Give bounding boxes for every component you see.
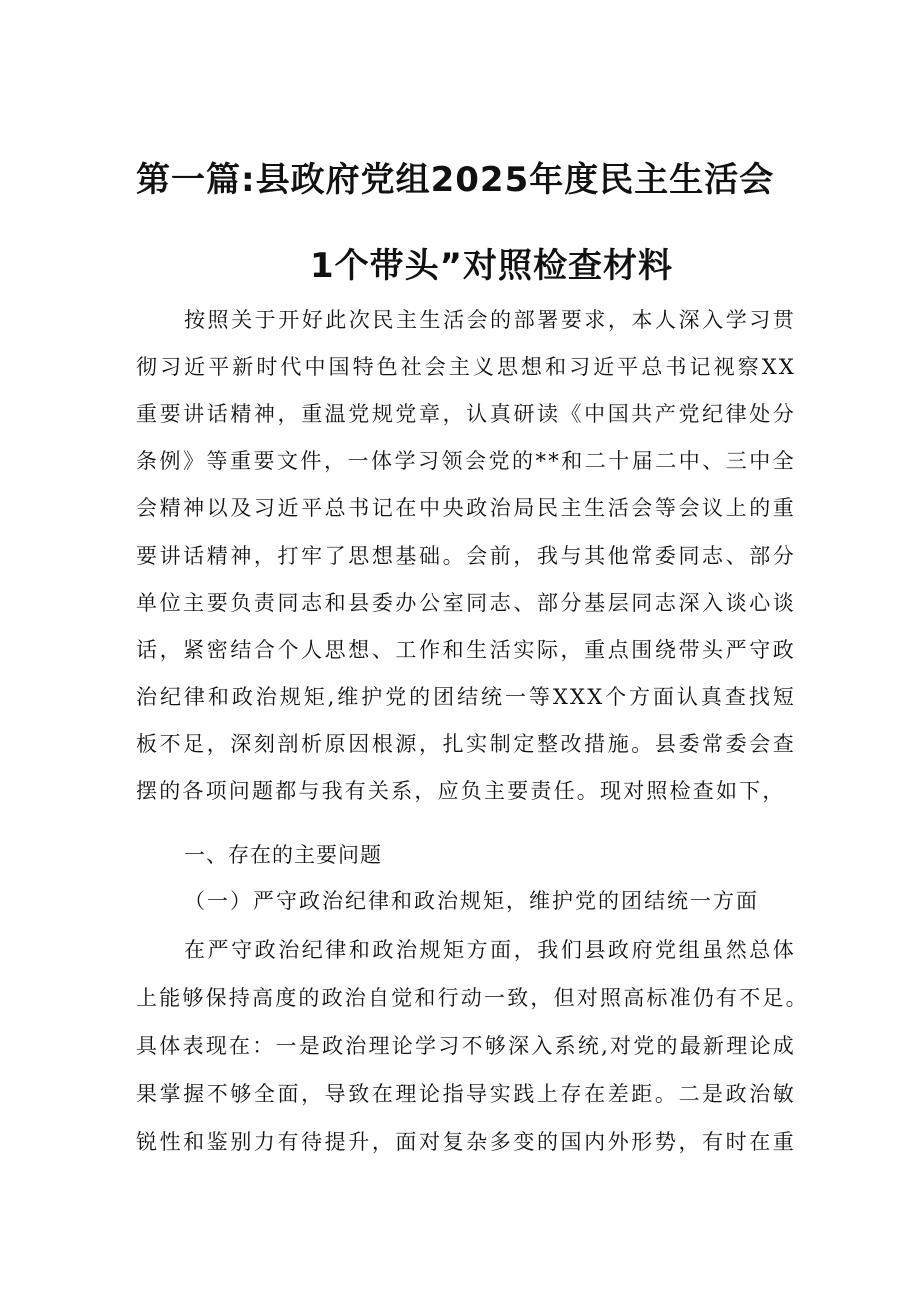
section-heading: 一、存在的主要问题 — [184, 843, 382, 867]
body-paragraph-line: 具体表现在：一是政治理论学习不够深入系统,对党的最新理论成 — [136, 1034, 796, 1058]
intro-paragraph-line: 彻习近平新时代中国特色社会主义思想和习近平总书记视察XX — [136, 355, 796, 379]
body-paragraph-line: 上能够保持高度的政治自觉和行动一致，但对照高标准仍有不足。 — [136, 986, 809, 1010]
document-title-line-2: 1个带头”对照检查材料 — [310, 246, 674, 286]
body-paragraph-line: 在严守政治纪律和政治规矩方面，我们县政府党组虽然总体 — [184, 938, 796, 962]
body-paragraph-line: 果掌握不够全面，导致在理论指导实践上存在差距。二是政治敏 — [136, 1082, 796, 1106]
intro-paragraph-line: 条例》等重要文件，一体学习领会党的**和二十届二中、三中全 — [136, 449, 796, 473]
intro-paragraph-line: 按照关于开好此次民主生活会的部署要求，本人深入学习贯 — [184, 308, 796, 332]
intro-paragraph-line: 摆的各项问题都与我有关系，应负主要责任。现对照检查如下， — [136, 779, 786, 803]
section-subheading: （一）严守政治纪律和政治规矩，维护党的团结统一方面 — [184, 889, 759, 913]
intro-paragraph-line: 板不足，深刻剖析原因根源，扎实制定整改措施。县委常委会查 — [136, 732, 796, 756]
intro-paragraph-line: 要讲话精神，打牢了思想基础。会前，我与其他常委同志、部分 — [136, 544, 796, 568]
intro-paragraph-line: 单位主要负责同志和县委办公室同志、部分基层同志深入谈心谈 — [136, 591, 796, 615]
intro-paragraph-line: 会精神以及习近平总书记在中央政治局民主生活会等会议上的重 — [136, 496, 796, 520]
intro-paragraph-line: 话，紧密结合个人思想、工作和生活实际，重点围绕带头严守政 — [136, 638, 796, 662]
intro-paragraph-line: 重要讲话精神，重温党规党章，认真研读《中国共产党纪律处分 — [136, 402, 796, 426]
document-title-line-1: 第一篇:县政府党组2025年度民主生活会 — [136, 160, 775, 200]
body-paragraph-line: 锐性和鉴别力有待提升，面对复杂多变的国内外形势，有时在重 — [136, 1130, 796, 1154]
intro-paragraph-line: 治纪律和政治规矩,维护党的团结统一等XXX个方面认真查找短 — [136, 685, 796, 709]
